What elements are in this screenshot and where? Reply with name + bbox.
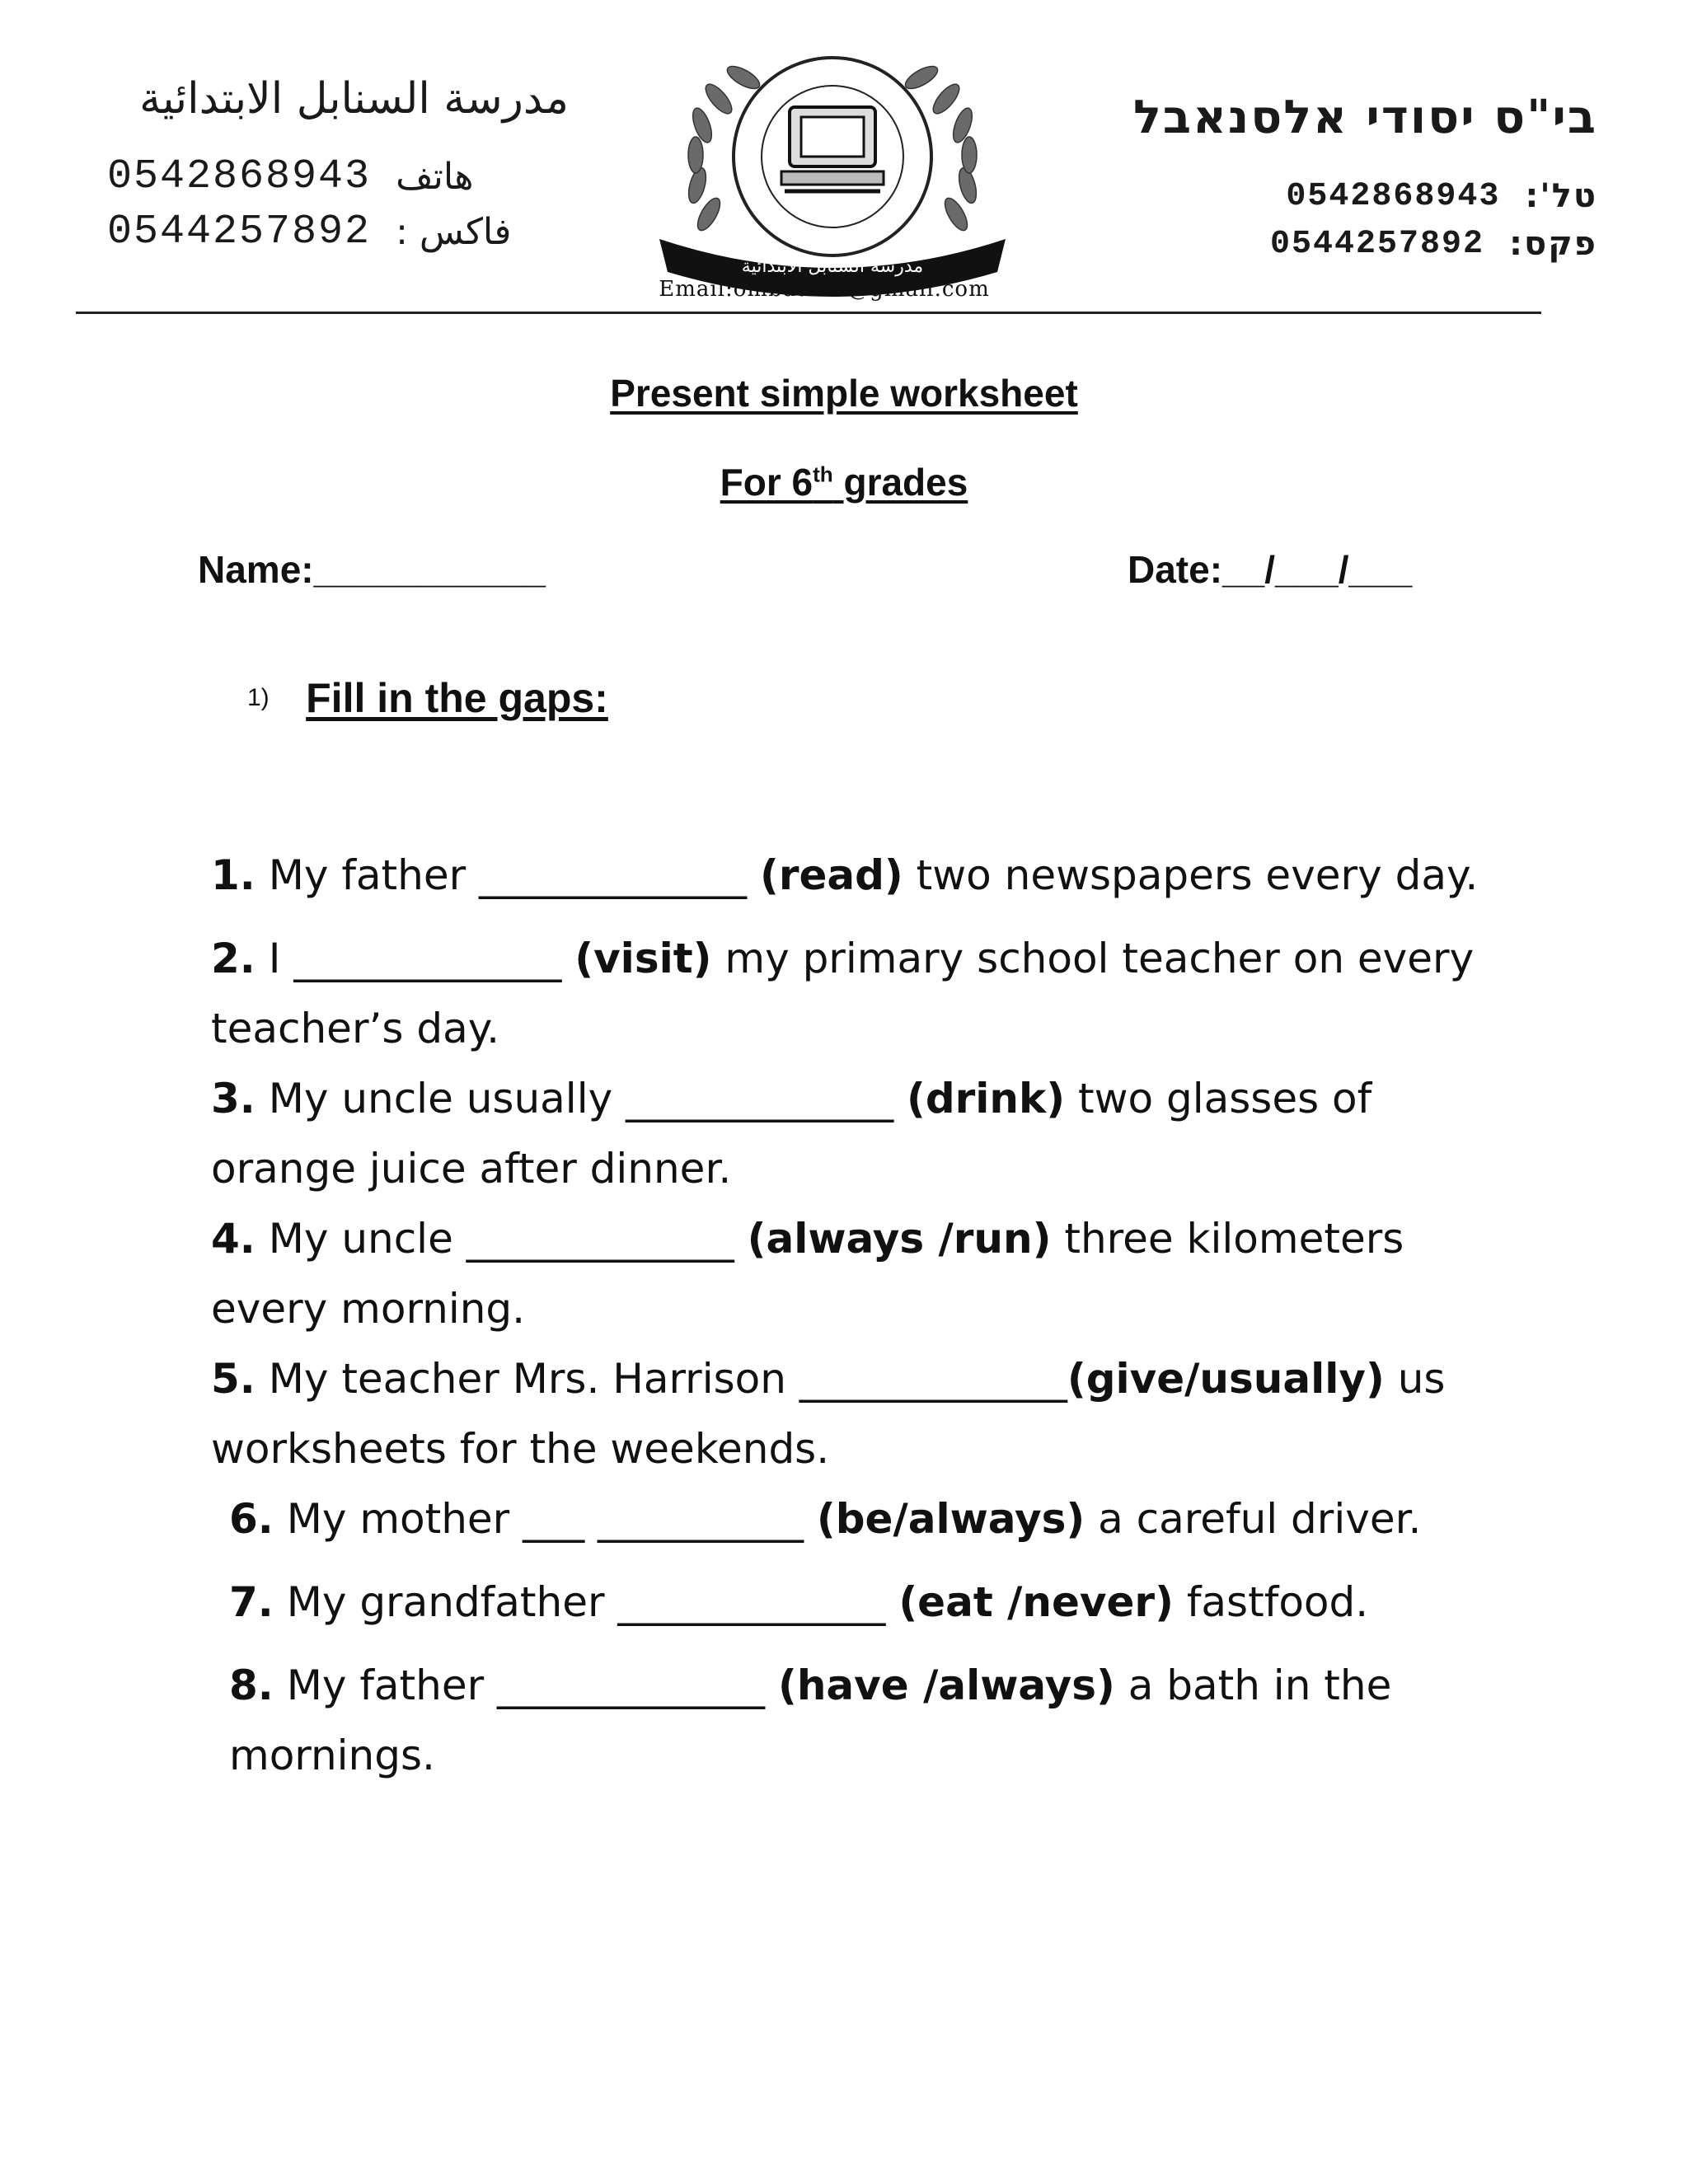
- letterhead-left: [107, 74, 585, 255]
- item-text: us worksheets for the weekends.: [211, 1355, 1446, 1473]
- item-number: 1.: [211, 851, 256, 899]
- phone-number-right: 0542868943: [1286, 177, 1501, 215]
- school-name-hebrew: בי"ס יסודי אלסנאבל: [1133, 91, 1597, 144]
- verb-hint: (read): [759, 851, 903, 899]
- verb-hint: (be/always): [816, 1495, 1085, 1543]
- school-name-arabic: مدرسة السنابل الابتدائية: [139, 74, 569, 124]
- phone-label-arabic: هاتف: [396, 156, 474, 198]
- header-divider: [76, 312, 1541, 314]
- item-number: 6.: [229, 1495, 274, 1543]
- exercise-item-4[interactable]: [211, 1204, 1497, 1344]
- name-field[interactable]: Name:___________: [198, 548, 546, 591]
- date-field[interactable]: Date:__/___/___: [1128, 548, 1413, 591]
- fax-number: 0544257892: [107, 209, 372, 255]
- verb-hint: (have /always): [777, 1661, 1115, 1709]
- exercise-item-8[interactable]: [211, 1651, 1497, 1791]
- subtitle-sup: th: [813, 462, 833, 487]
- item-text: My grandfather _____________: [273, 1578, 899, 1626]
- verb-hint: (give/usually): [1067, 1355, 1385, 1403]
- page-title: Present simple worksheet: [610, 372, 1078, 415]
- exercise-item-2[interactable]: [211, 924, 1497, 1064]
- subtitle-post: grades: [832, 461, 968, 504]
- item-text: two newspapers every day.: [903, 851, 1479, 899]
- verb-hint: (visit): [574, 935, 712, 982]
- exercise-item-6[interactable]: [211, 1484, 1497, 1554]
- section-number: 1): [247, 684, 270, 711]
- fax-label-hebrew: פקס:: [1509, 225, 1597, 263]
- item-text: fastfood.: [1173, 1578, 1369, 1626]
- item-number: 7.: [229, 1578, 274, 1626]
- item-text: My teacher Mrs. Harrison _____________: [255, 1355, 1067, 1403]
- item-number: 2.: [211, 935, 256, 982]
- fax-label-arabic: فاكس :: [396, 211, 512, 253]
- verb-hint: (drink): [906, 1075, 1066, 1122]
- exercise-list: [211, 841, 1497, 1791]
- exercise-item-1[interactable]: [211, 841, 1497, 911]
- item-text: my primary school teacher on every teacher’s day.: [211, 935, 1475, 1052]
- verb-hint: (always /run): [747, 1215, 1052, 1263]
- exercise-item-3[interactable]: [211, 1064, 1497, 1204]
- item-number: 4.: [211, 1215, 256, 1263]
- item-text: a careful driver.: [1085, 1495, 1422, 1543]
- phone-label-hebrew: טל':: [1525, 177, 1597, 215]
- item-number: 5.: [211, 1355, 256, 1403]
- fax-row-arabic: [107, 209, 585, 255]
- section-heading: [247, 674, 608, 722]
- item-text: My uncle usually _____________: [255, 1075, 907, 1122]
- item-number: 3.: [211, 1075, 256, 1122]
- exercise-item-5[interactable]: [211, 1344, 1497, 1484]
- letterhead-right: [1070, 91, 1597, 263]
- fax-row-hebrew: [1070, 225, 1597, 263]
- phone-number: 0542868943: [107, 153, 372, 200]
- school-email: Email:ombateen@gmail.com: [659, 277, 990, 302]
- page-subtitle: [0, 460, 1688, 504]
- item-text: two glasses of orange juice after dinner.: [211, 1075, 1372, 1193]
- verb-hint: (eat /never): [898, 1578, 1174, 1626]
- item-text: My father _____________: [255, 851, 760, 899]
- phone-row-arabic: [107, 153, 585, 200]
- exercise-item-7[interactable]: [211, 1568, 1497, 1638]
- item-text: I _____________: [255, 935, 575, 982]
- school-logo: [643, 49, 1022, 297]
- item-text: My father _____________: [273, 1661, 778, 1709]
- item-number: 8.: [229, 1661, 274, 1709]
- item-text: My mother ___ __________: [273, 1495, 817, 1543]
- fax-number-right: 0544257892: [1270, 225, 1485, 263]
- phone-row-hebrew: [1070, 177, 1597, 215]
- item-text: a bath in the mornings.: [229, 1661, 1392, 1779]
- section-label: Fill in the gaps:: [306, 675, 608, 721]
- logo-banner-text: مدرسة السنابل الابتدائية: [741, 256, 924, 277]
- subtitle-pre: For 6: [720, 461, 814, 504]
- item-text: three kilometers every morning.: [211, 1215, 1404, 1333]
- item-text: My uncle _____________: [255, 1215, 748, 1263]
